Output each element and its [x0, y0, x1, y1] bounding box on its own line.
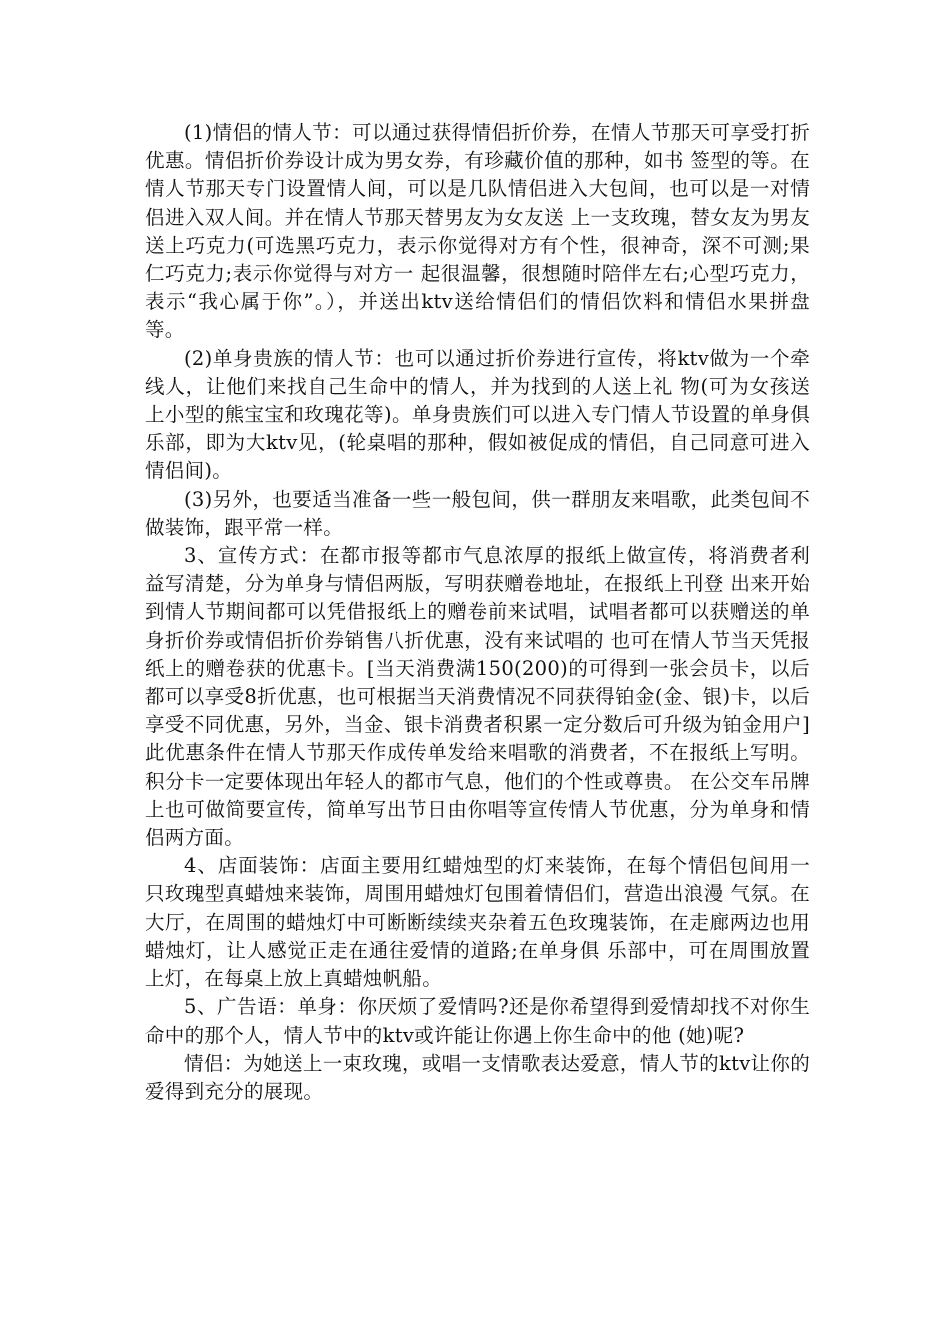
paragraph-slogan-couples: 情侣：为她送上一束玫瑰，或唱一支情歌表达爱意，情人节的ktv让你的爱得到充分的展现。 [145, 1051, 810, 1103]
paragraph-regular-rooms: (3)另外，也要适当准备一些一般包间，供一群朋友来唱歌，此类包间不做装饰，跟平常一样。 [145, 487, 810, 539]
document-body [145, 119, 810, 1106]
paragraph-promotion-methods: 3、宣传方式：在都市报等都市气息浓厚的报纸上做宣传，将消费者利益写清楚，分为单身与情侣两版，写明获赠卷地址，在报纸上刊登 出来开始到情人节期间都可以凭借报纸上的赠卷前来试唱，试唱者都可以获赠送的单身折价券或情侣折价券销售八折优惠，没有来试唱的 也可在情人节当天凭报纸上的赠卷获的优惠卡。[当天消费满150(200)的可得到一张会员卡，以后都可以享受8折优惠，也可根据当天消费情况不同获得铂金(金、银)卡，以后享受不同优惠，另外，当金、银卡消费者积累一定分数后可升级为铂金用户]此优惠条件在情人节那天作成传单发给来唱歌的消费者，不在报纸上写明。积分卡一定要体现出年轻人的都市气息，他们的个性或尊贵。 在公交车吊牌上也可做简要宣传，简单写出节日由你唱等宣传情人节优惠，分为单身和情侣两方面。 [145, 544, 810, 850]
paragraph-slogan-singles: 5、广告语：单身：你厌烦了爱情吗?还是你希望得到爱情却找不对你生命中的那个人，情人节中的ktv或许能让你遇上你生命中的他 (她)呢? [145, 995, 810, 1047]
paragraph-singles-valentines: (2)单身贵族的情人节：也可以通过折价券进行宣传，将ktv做为一个牵线人，让他们来找自己生命中的情人，并为找到的人送上礼 物(可为女孩送上小型的熊宝宝和玫瑰花等)。单身贵族们可以进入专门情人节设置的单身俱乐部，即为大ktv见，(轮桌唱的那种，假如被促成的情侣，自己同意可进入情侣间)。 [145, 346, 810, 483]
paragraph-store-decoration: 4、店面装饰：店面主要用红蜡烛型的灯来装饰，在每个情侣包间用一只玫瑰型真蜡烛来装饰，周围用蜡烛灯包围着情侣们，营造出浪漫 气氛。在大厅，在周围的蜡烛灯中可断断续续夹杂着五色玫瑰装饰，在走廊两边也用蜡烛灯，让人感觉正走在通往爱情的道路;在单身俱 乐部中，可在周围放置上灯，在每桌上放上真蜡烛帆船。 [145, 854, 810, 991]
paragraph-couples-valentines: (1)情侣的情人节：可以通过获得情侣折价券，在情人节那天可享受打折优惠。情侣折价券设计成为男女券，有珍藏价值的那种，如书 签型的等。在情人节那天专门设置情人间，可以是几队情侣进入大包间，也可以是一对情侣进入双人间。并在情人节那天替男友为女友送 上一支玫瑰，替女友为男友送上巧克力(可选黑巧克力，表示你觉得对方有个性，很神奇，深不可测;果仁巧克力;表示你觉得与对方一 起很温馨，很想随时陪伴左右;心型巧克力，表示“我心属于你”。），并送出ktv送给情侣们的情侣饮料和情侣水果拼盘等。 [145, 121, 810, 342]
